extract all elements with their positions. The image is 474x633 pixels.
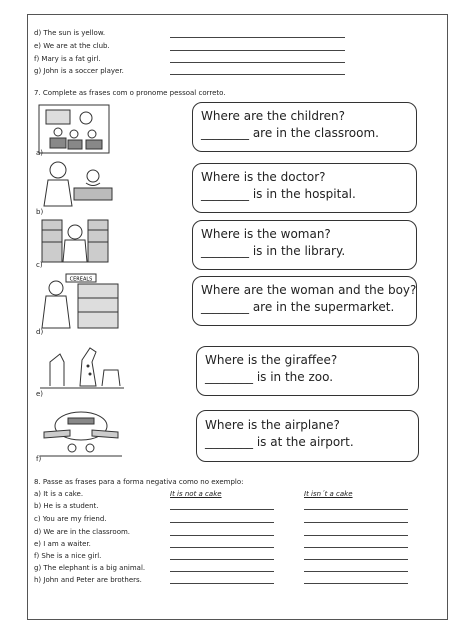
- answer-text: ________ are in the supermarket.: [201, 300, 395, 314]
- zoo-illustration: [40, 342, 124, 394]
- question-box: [196, 410, 419, 462]
- question-text: Where is the doctor?: [201, 170, 326, 184]
- supermarket-illustration: [38, 272, 122, 332]
- exercise-line: a) It is a cake.: [34, 490, 84, 498]
- answer-line: [304, 535, 408, 536]
- answer-line: [304, 571, 408, 572]
- answer-line: [170, 571, 274, 572]
- question-box: [192, 102, 417, 152]
- library-illustration: [40, 218, 110, 266]
- exercise-line: e) We are at the club.: [34, 42, 110, 50]
- answer-line: [304, 559, 408, 560]
- question-text: Where are the woman and the boy?: [201, 283, 417, 297]
- airplane-illustration: [40, 402, 122, 460]
- answer-line: [170, 74, 345, 75]
- section-8-title: 8. Passe as frases para a forma negativa como no exemplo:: [34, 478, 244, 486]
- question-box: [192, 220, 417, 270]
- answer-line: [170, 37, 345, 38]
- answer-line: [304, 522, 408, 523]
- answer-text: ________ is in the library.: [201, 244, 346, 258]
- example-negative: It is not a cake: [170, 490, 222, 498]
- question-text: Where is the airplane?: [205, 418, 340, 432]
- item-letter: e): [36, 390, 44, 398]
- exercise-line: c) You are my friend.: [34, 515, 107, 523]
- answer-text: ________ is in the zoo.: [205, 370, 334, 384]
- answer-line: [170, 522, 274, 523]
- answer-line: [170, 547, 274, 548]
- exercise-line: e) I am a waiter.: [34, 540, 91, 548]
- question-box: [196, 346, 419, 396]
- item-letter: d): [36, 328, 44, 336]
- answer-line: [304, 547, 408, 548]
- question-box: [192, 163, 417, 213]
- exercise-line: f) Mary is a fat girl.: [34, 55, 101, 63]
- answer-line: [170, 535, 274, 536]
- example-contraction: It isn´t a cake: [304, 490, 353, 498]
- exercise-line: d) We are in the classroom.: [34, 528, 131, 536]
- item-letter: a): [36, 149, 44, 157]
- item-letter: c): [36, 261, 43, 269]
- item-letter: f): [36, 455, 42, 463]
- cereals-sign: CEREALS: [69, 276, 93, 283]
- answer-line: [170, 509, 274, 510]
- answer-text: ________ is at the airport.: [205, 435, 354, 449]
- answer-text: ________ are in the classroom.: [201, 126, 379, 140]
- answer-line: [170, 559, 274, 560]
- exercise-line: b) He is a student.: [34, 502, 99, 510]
- exercise-line: g) John is a soccer player.: [34, 67, 124, 75]
- answer-line: [170, 50, 345, 51]
- doctor-illustration: [38, 158, 118, 213]
- answer-text: ________ is in the hospital.: [201, 187, 356, 201]
- exercise-line: g) The elephant is a big animal.: [34, 564, 146, 572]
- exercise-line: f) She is a nice girl.: [34, 552, 102, 560]
- question-text: Where is the woman?: [201, 227, 331, 241]
- answer-line: [170, 62, 345, 63]
- answer-line: [170, 583, 274, 584]
- question-box: [192, 276, 417, 326]
- classroom-illustration: [38, 104, 110, 154]
- answer-line: [304, 509, 408, 510]
- question-text: Where is the giraffee?: [205, 353, 338, 367]
- question-text: Where are the children?: [201, 109, 345, 123]
- exercise-line: h) John and Peter are brothers.: [34, 576, 142, 584]
- exercise-line: d) The sun is yellow.: [34, 29, 106, 37]
- answer-line: [304, 583, 408, 584]
- section-7-title: 7. Complete as frases com o pronome pessoal correto.: [34, 89, 226, 97]
- item-letter: b): [36, 208, 44, 216]
